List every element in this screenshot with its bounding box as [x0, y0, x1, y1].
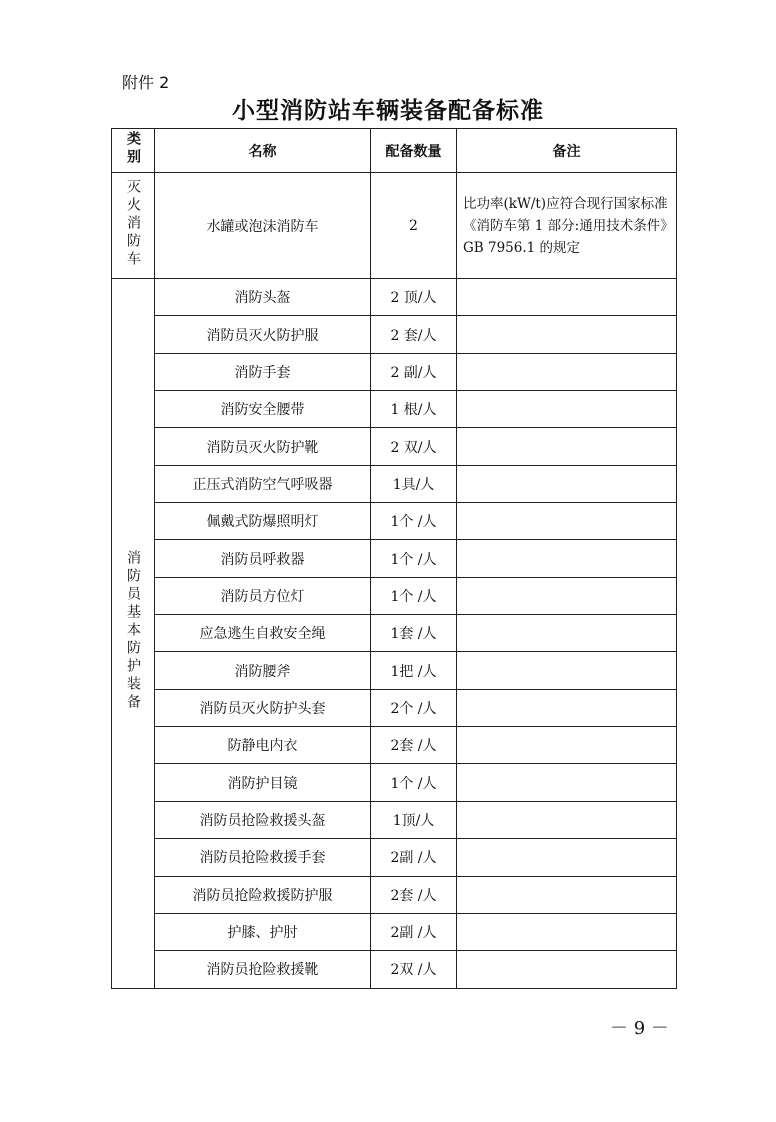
- name-cell: 消防员方位灯: [155, 577, 371, 614]
- name-cell: 消防安全腰带: [155, 391, 371, 428]
- table-row: [112, 173, 677, 279]
- remark-cell: [457, 652, 677, 689]
- quantity-cell: 2 双/人: [371, 428, 457, 465]
- remark-cell: [457, 839, 677, 876]
- table-row: [112, 577, 677, 614]
- quantity-cell: 1具/人: [371, 465, 457, 502]
- remark-cell: [457, 465, 677, 502]
- table-row: [112, 391, 677, 428]
- table-row: [112, 652, 677, 689]
- remark-cell: [457, 951, 677, 988]
- table-row: [112, 689, 677, 726]
- remark-cell: [457, 503, 677, 540]
- quantity-cell: 2套 /人: [371, 727, 457, 764]
- quantity-cell: 1个 /人: [371, 503, 457, 540]
- table-row: [112, 465, 677, 502]
- equipment-standard-table: [111, 128, 677, 989]
- name-cell: 消防员灭火防护靴: [155, 428, 371, 465]
- header-name: 名称: [155, 129, 371, 173]
- category-cell: 消防员基本防护装备: [112, 279, 155, 989]
- name-cell: 消防员抢险救援头盔: [155, 801, 371, 838]
- remark-cell: 比功率(kW/t)应符合现行国家标准《消防车第 1 部分:通用技术条件》GB 7956.1 的规定: [457, 173, 677, 279]
- table-row: [112, 353, 677, 390]
- name-cell: 消防腰斧: [155, 652, 371, 689]
- quantity-cell: 1顶/人: [371, 801, 457, 838]
- quantity-cell: 2 套/人: [371, 316, 457, 353]
- name-cell: 消防手套: [155, 353, 371, 390]
- name-cell: 水罐或泡沫消防车: [155, 173, 371, 279]
- remark-cell: [457, 353, 677, 390]
- table-row: [112, 540, 677, 577]
- name-cell: 防静电内衣: [155, 727, 371, 764]
- remark-cell: [457, 689, 677, 726]
- remark-cell: [457, 316, 677, 353]
- name-cell: 正压式消防空气呼吸器: [155, 465, 371, 502]
- table-header-row: [112, 129, 677, 173]
- remark-cell: [457, 876, 677, 913]
- table-row: [112, 279, 677, 316]
- table-row: [112, 727, 677, 764]
- header-remark: 备注: [457, 129, 677, 173]
- category-cell: 灭火消防车: [112, 173, 155, 279]
- quantity-cell: 1 根/人: [371, 391, 457, 428]
- table-row: [112, 316, 677, 353]
- table-row: [112, 876, 677, 913]
- remark-cell: [457, 727, 677, 764]
- remark-cell: [457, 279, 677, 316]
- quantity-cell: 2套 /人: [371, 876, 457, 913]
- remark-cell: [457, 540, 677, 577]
- name-cell: 消防员灭火防护头套: [155, 689, 371, 726]
- attachment-label: 附件 2: [122, 73, 170, 92]
- remark-cell: [457, 577, 677, 614]
- quantity-cell: 2副 /人: [371, 913, 457, 950]
- table-row: [112, 503, 677, 540]
- name-cell: 佩戴式防爆照明灯: [155, 503, 371, 540]
- quantity-cell: 2 顶/人: [371, 279, 457, 316]
- table-row: [112, 839, 677, 876]
- remark-cell: [457, 428, 677, 465]
- name-cell: 消防头盔: [155, 279, 371, 316]
- remark-cell: [457, 615, 677, 652]
- table-row: [112, 913, 677, 950]
- name-cell: 消防员抢险救援靴: [155, 951, 371, 988]
- name-cell: 护膝、护肘: [155, 913, 371, 950]
- page-title: 小型消防站车辆装备配备标准: [232, 97, 544, 124]
- quantity-cell: 1把 /人: [371, 652, 457, 689]
- table-row: [112, 428, 677, 465]
- quantity-cell: 2个 /人: [371, 689, 457, 726]
- table-row: [112, 764, 677, 801]
- table-row: [112, 615, 677, 652]
- quantity-cell: 2 副/人: [371, 353, 457, 390]
- table-row: [112, 801, 677, 838]
- quantity-cell: 2: [371, 173, 457, 279]
- quantity-cell: 1个 /人: [371, 540, 457, 577]
- name-cell: 消防员抢险救援防护服: [155, 876, 371, 913]
- remark-cell: [457, 391, 677, 428]
- remark-cell: [457, 764, 677, 801]
- table-row: [112, 951, 677, 988]
- name-cell: 消防员灭火防护服: [155, 316, 371, 353]
- quantity-cell: 2双 /人: [371, 951, 457, 988]
- page-number: － 9 －: [610, 1018, 669, 1039]
- quantity-cell: 1套 /人: [371, 615, 457, 652]
- header-quantity: 配备数量: [371, 129, 457, 173]
- name-cell: 消防员抢险救援手套: [155, 839, 371, 876]
- name-cell: 消防护目镜: [155, 764, 371, 801]
- quantity-cell: 2副 /人: [371, 839, 457, 876]
- remark-cell: [457, 913, 677, 950]
- name-cell: 消防员呼救器: [155, 540, 371, 577]
- header-category: 类别: [112, 129, 155, 173]
- quantity-cell: 1个 /人: [371, 577, 457, 614]
- remark-cell: [457, 801, 677, 838]
- name-cell: 应急逃生自救安全绳: [155, 615, 371, 652]
- quantity-cell: 1个 /人: [371, 764, 457, 801]
